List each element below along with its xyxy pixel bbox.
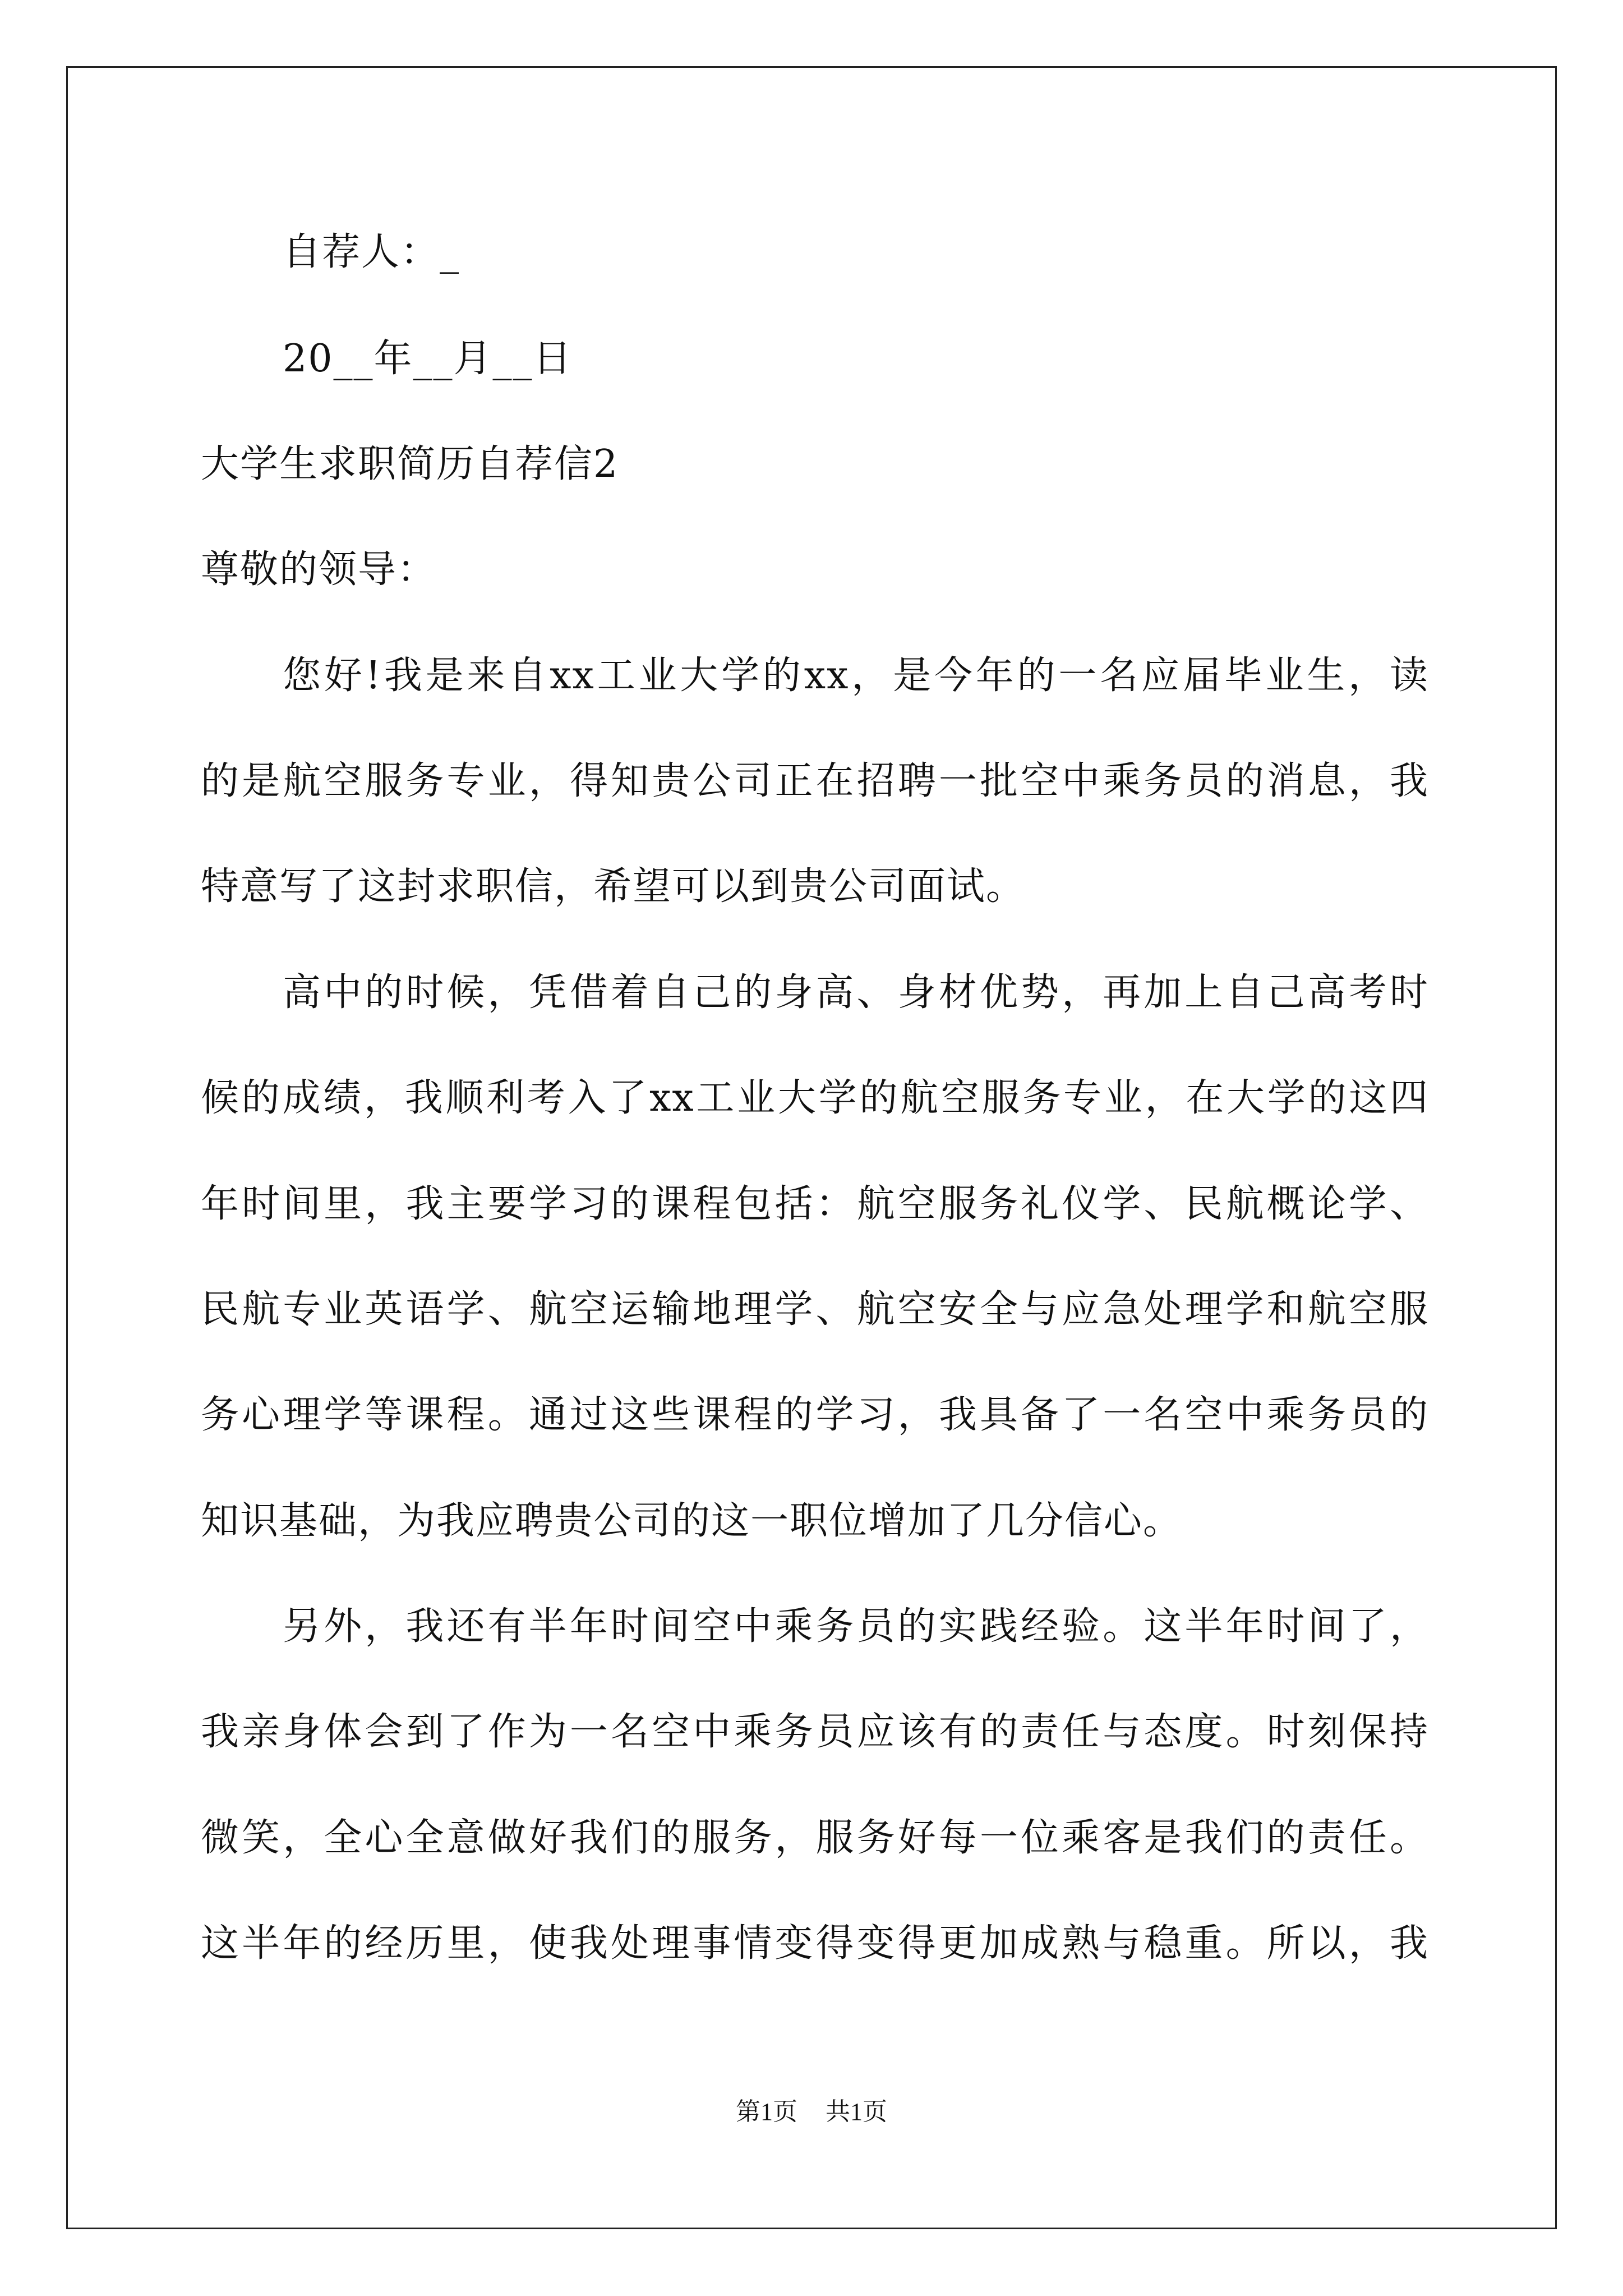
paragraph-2-line-6: 知识基础，为我应聘贵公司的这一职位增加了几分信心。: [201, 1499, 1183, 1543]
paragraph-2-line-4: 民航专业英语学、航空运输地理学、航空安全与应急处理学和航空服: [201, 1287, 1429, 1332]
signature-line: 自荐人：_: [283, 230, 460, 274]
paragraph-3-line-4: 这半年的经历里，使我处理事情变得变得更加成熟与稳重。所以，我: [201, 1921, 1429, 1966]
page-total: 共1页: [826, 2098, 887, 2125]
paragraph-3-line-1: 另外，我还有半年时间空中乘务员的实践经验。这半年时间了，: [283, 1604, 1429, 1649]
paragraph-2-line-1: 高中的时候，凭借着自己的身高、身材优势，再加上自己高考时: [283, 970, 1429, 1015]
salutation: 尊敬的领导：: [201, 547, 437, 592]
page-footer: [0, 2095, 1623, 2129]
letter-title: 大学生求职简历自荐信2: [201, 442, 619, 486]
date-line: 20__年__月__日: [283, 337, 573, 381]
page-border: [66, 66, 1557, 2229]
page-number: 第1页: [736, 2098, 797, 2125]
paragraph-1-line-2: 的是航空服务专业，得知贵公司正在招聘一批空中乘务员的消息，我: [201, 759, 1429, 803]
paragraph-1-line-1: 您好!我是来自xx工业大学的xx，是今年的一名应届毕业生，读: [283, 654, 1429, 698]
paragraph-3-line-2: 我亲身体会到了作为一名空中乘务员应该有的责任与态度。时刻保持: [201, 1710, 1429, 1754]
paragraph-2-line-3: 年时间里，我主要学习的课程包括：航空服务礼仪学、民航概论学、: [201, 1182, 1429, 1226]
paragraph-1-line-3: 特意写了这封求职信，希望可以到贵公司面试。: [201, 864, 1026, 909]
paragraph-2-line-2: 候的成绩，我顺利考入了xx工业大学的航空服务专业，在大学的这四: [201, 1076, 1429, 1120]
paragraph-3-line-3: 微笑，全心全意做好我们的服务，服务好每一位乘客是我们的责任。: [201, 1816, 1429, 1860]
paragraph-2-line-5: 务心理学等课程。通过这些课程的学习，我具备了一名空中乘务员的: [201, 1393, 1429, 1437]
